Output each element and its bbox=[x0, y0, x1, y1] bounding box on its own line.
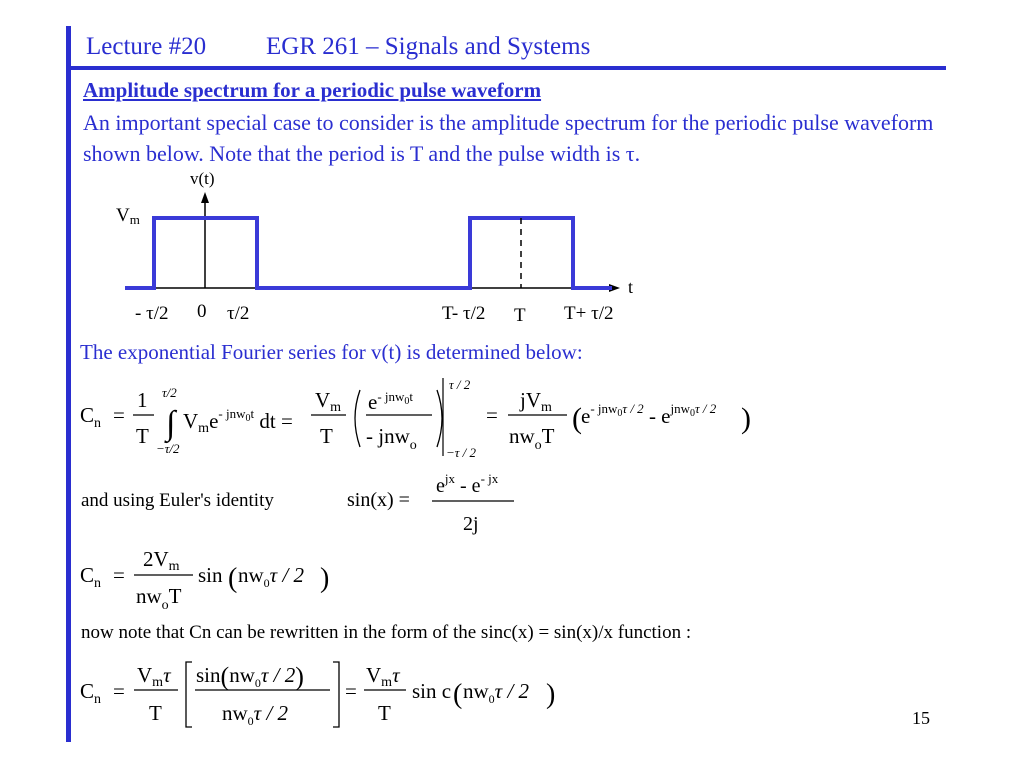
sinc-note: now note that Cn can be rewritten in the form of the sinc(x) = sin(x)/x function : bbox=[81, 622, 692, 643]
amplitude-label: Vm bbox=[116, 205, 140, 227]
svg-text:- jnwo: - jnw$_o$ bbox=[366, 424, 417, 453]
svg-text:e- jnw0τ / 2 - ejnw0τ / 2: $e^{- jnw}0\tau / 2 - e^{jnw}0\tau / 2$ bbox=[581, 401, 717, 428]
lecture-number: Lecture #20 bbox=[86, 33, 207, 60]
svg-text:sin(x) =: sin(x) = bbox=[347, 489, 410, 511]
svg-text:): ) bbox=[320, 563, 330, 594]
tick-T: T bbox=[514, 305, 526, 326]
svg-text:e- jnw0t: $e^{- jnw}0t$ bbox=[368, 389, 414, 414]
svg-text:(: ( bbox=[228, 563, 238, 594]
svg-text:): ) bbox=[741, 402, 751, 435]
svg-text:∫: ∫ bbox=[166, 405, 176, 442]
svg-text:nw0τ / 2: $nw_0\tau / 2$ bbox=[463, 679, 530, 706]
header-rule bbox=[66, 66, 946, 70]
tick-T-minus-tau-half: T- τ/2 bbox=[442, 303, 486, 324]
svg-text:nwoT: $nw_oT$ bbox=[136, 584, 182, 613]
svg-text:=: = bbox=[345, 679, 357, 703]
svg-text:): ) bbox=[546, 679, 556, 710]
svg-text:nw0τ / 2: $nw_0\tau / 2$ bbox=[238, 563, 305, 590]
tick-zero: 0 bbox=[197, 301, 207, 322]
svg-text:2Vm: 2Vm bbox=[143, 547, 180, 574]
svg-text:τ / 2: τ / 2 bbox=[449, 377, 471, 392]
course-title: EGR 261 – Signals and Systems bbox=[266, 33, 591, 60]
svg-text:nw0τ / 2: $nw_0\tau / 2$ bbox=[222, 701, 289, 728]
svg-text:(: ( bbox=[453, 679, 463, 710]
svg-text:sin c: sin c bbox=[412, 679, 452, 703]
svg-text:T: T bbox=[378, 701, 391, 725]
y-axis-label: v(t) bbox=[190, 169, 215, 188]
svg-text:=: = bbox=[113, 403, 125, 427]
intro-paragraph: An important special case to consider is the amplitude spectrum for the periodic pulse waveform shown below. Note that the period is T and the pulse width is τ. bbox=[83, 110, 934, 166]
svg-text:jVm: jVm bbox=[520, 388, 552, 415]
svg-text:=: = bbox=[113, 563, 125, 587]
t-axis-arrowhead bbox=[609, 284, 620, 292]
pulse-waveform-line bbox=[125, 218, 612, 288]
tick-neg-tau-half: - τ/2 bbox=[135, 303, 169, 324]
svg-text:=: = bbox=[113, 679, 125, 703]
svg-text:1: 1 bbox=[137, 388, 148, 412]
tick-T-plus-tau-half: T+ τ/2 bbox=[564, 303, 614, 324]
y-axis-arrowhead bbox=[201, 192, 209, 203]
svg-text:T: T bbox=[136, 424, 149, 448]
svg-text:ejx - e- jx: $e^{jx} - e^{- jx}$ bbox=[436, 471, 499, 497]
svg-text:Vme- jnw0t dt =: Vme$^{- jnw}$0t dt = bbox=[183, 406, 293, 436]
svg-text:τ/2: τ/2 bbox=[162, 385, 177, 400]
svg-text:sin(nw0τ / 2): $\sin(nw_0\tau / 2)$ bbox=[196, 662, 304, 691]
section-heading: Amplitude spectrum for a periodic pulse waveform bbox=[83, 78, 542, 102]
svg-text:Vmτ: Vmτ bbox=[137, 663, 171, 690]
svg-text:(: ( bbox=[572, 402, 582, 435]
svg-text:−τ / 2: −τ / 2 bbox=[446, 445, 477, 460]
page-number: 15 bbox=[912, 708, 930, 728]
svg-text:Vm: Vm bbox=[315, 388, 342, 415]
tick-tau-half: τ/2 bbox=[227, 303, 250, 324]
svg-text:T: T bbox=[320, 424, 333, 448]
svg-text:Cn: $C_n$ bbox=[80, 563, 102, 591]
euler-text: and using Euler's identity bbox=[81, 490, 274, 511]
svg-text:2j: 2j bbox=[463, 513, 479, 535]
svg-text:Vmτ: Vmτ bbox=[366, 663, 400, 690]
svg-text:T: T bbox=[149, 701, 162, 725]
svg-text:=: = bbox=[486, 403, 498, 427]
svg-text:Cn: $C_n$ bbox=[80, 679, 102, 707]
t-axis-label: t bbox=[628, 277, 634, 297]
svg-text:nwoT: $nw_oT$ bbox=[509, 424, 555, 453]
svg-text:−τ/2: −τ/2 bbox=[156, 441, 180, 456]
series-caption: The exponential Fourier series for v(t) is determined below: bbox=[80, 340, 583, 364]
svg-text:Cn: $C_n$ bbox=[80, 403, 102, 431]
left-accent-bar bbox=[66, 26, 71, 742]
svg-text:sin: sin bbox=[198, 563, 223, 587]
